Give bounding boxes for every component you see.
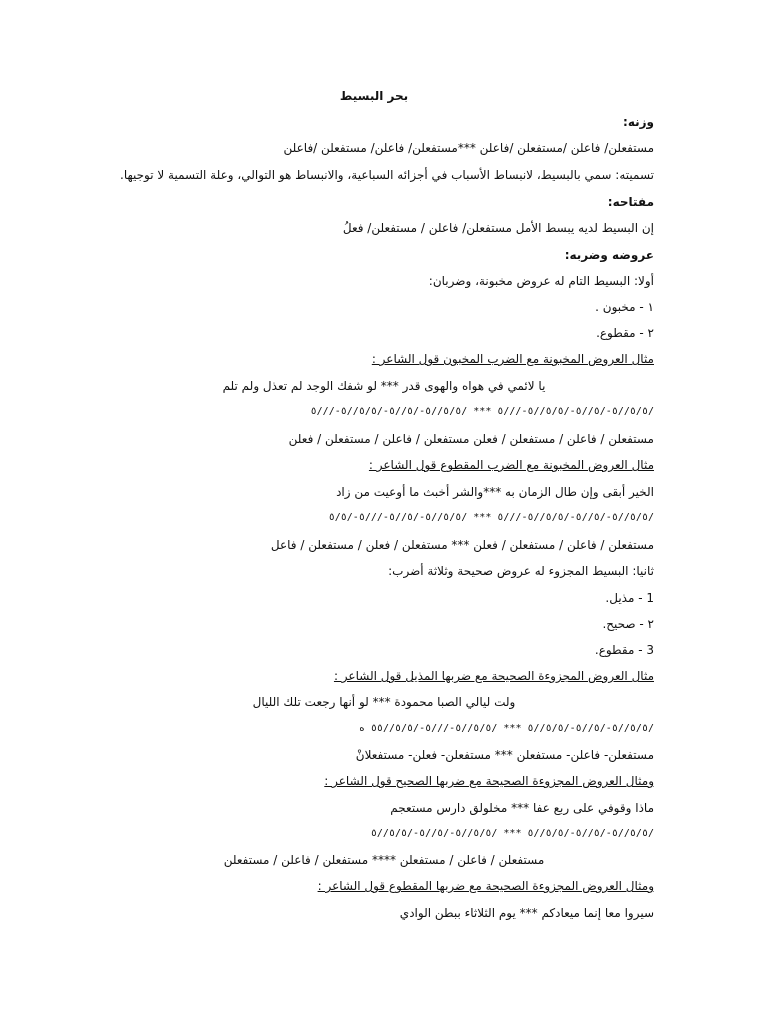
example-heading: مثال العروض المخبونة مع الضرب المخبون قول الشاعر : [371,352,654,366]
text-line: يا لائمي في هواه والهوى قدر *** لو شفك الوجد لم تعذل ولم تلم [222,379,546,393]
text-line: مستفعلن- فاعلن- مستفعلن *** مستفعلن- فعلن- مستفعلانْ [355,748,654,762]
text-line: ماذا وقوفي على ربع عفا *** مخلولق دارس مستعجم [390,801,654,815]
example-heading: ومثال العروض المجزوءة الصحيحة مع ضربها المقطوع قول الشاعر : [317,879,654,893]
text-line: إن البسيط لديه يبسط الأمل مستفعلن/ فاعلن / مستفعلن/ فعلُ [342,221,654,235]
text-line: ١ - مخبون . [595,300,654,314]
section-heading: مفتاحه: [607,195,654,209]
example-heading: مثال العروض المخبونة مع الضرب المقطوع قول الشاعر : [368,458,654,472]
text-line: أولا: البسيط التام له عروض مخبونة، وضربان: [428,274,654,288]
scansion-line: /٥/٥//٥-/٥//٥-/٥/٥//٥ *** /٥/٥//٥-///٥-/٥/٥//٥٥ ه [358,723,654,734]
scansion-line: /٥/٥//٥-/٥//٥-/٥/٥//٥-///٥ *** /٥/٥//٥-/٥//٥-/٥/٥//٥-///٥ [310,406,654,417]
section-heading: وزنه: [623,115,654,129]
example-heading: ومثال العروض المجزوءة الصحيحة مع ضربها الصحيح قول الشاعر : [324,774,654,788]
text-line: ٢ - صحيح. [602,617,654,631]
scansion-line: /٥/٥//٥-/٥//٥-/٥/٥//٥ *** /٥/٥//٥-/٥//٥-/٥/٥//٥ [370,828,654,839]
text-line: مستفعلن / فاعلن / مستفعلن **** مستفعلن / فاعلن / مستفعلن [223,853,545,867]
text-line: مستفعلن/ فاعلن /مستفعلن /فاعلن ***مستفعلن/ فاعلن/ مستفعلن /فاعلن [283,141,654,155]
section-heading: عروضه وضربه: [564,248,654,262]
text-line: 1 - مذيل. [605,591,654,605]
page-title: بحر البسيط [339,89,409,103]
text-line: مستفعلن / فاعلن / مستفعلن / فعلن مستفعلن / فاعلن / مستفعلن / فعلن [288,432,654,446]
text-line: ولت ليالي الصبا محمودة *** لو أنها رجعت تلك الليال [252,695,516,709]
text-line: ثانيا: البسيط المجزوء له عروض صحيحة وثلاثة أضرب: [388,564,654,578]
text-line: تسميته: سمي بالبسيط، لانبساط الأسباب في أجزائه السباعية، والانبساط هو التوالي، وعلة التسمية لا توجيها. [120,168,654,182]
text-line: ٢ - مقطوع. [596,326,654,340]
text-line: مستفعلن / فاعلن / مستفعلن / فعلن *** مستفعلن / فعلن / مستفعلن / فاعل [270,538,654,552]
scansion-line: /٥/٥//٥-/٥//٥-/٥/٥//٥-///٥ *** /٥/٥//٥-/٥//٥-///٥-/٥/٥ [328,512,654,523]
text-line: الخير أبقى وإن طال الزمان به ***والشر أخبث ما أوعيت من زاد [336,485,654,499]
example-heading: مثال العروض المجزوءة الصحيحة مع ضربها المذيل قول الشاعر : [333,669,654,683]
text-line: 3 - مقطوع. [594,643,654,657]
text-line: سيروا معا إنما ميعادكم *** يوم الثلاثاء ببطن الوادي [399,906,654,920]
